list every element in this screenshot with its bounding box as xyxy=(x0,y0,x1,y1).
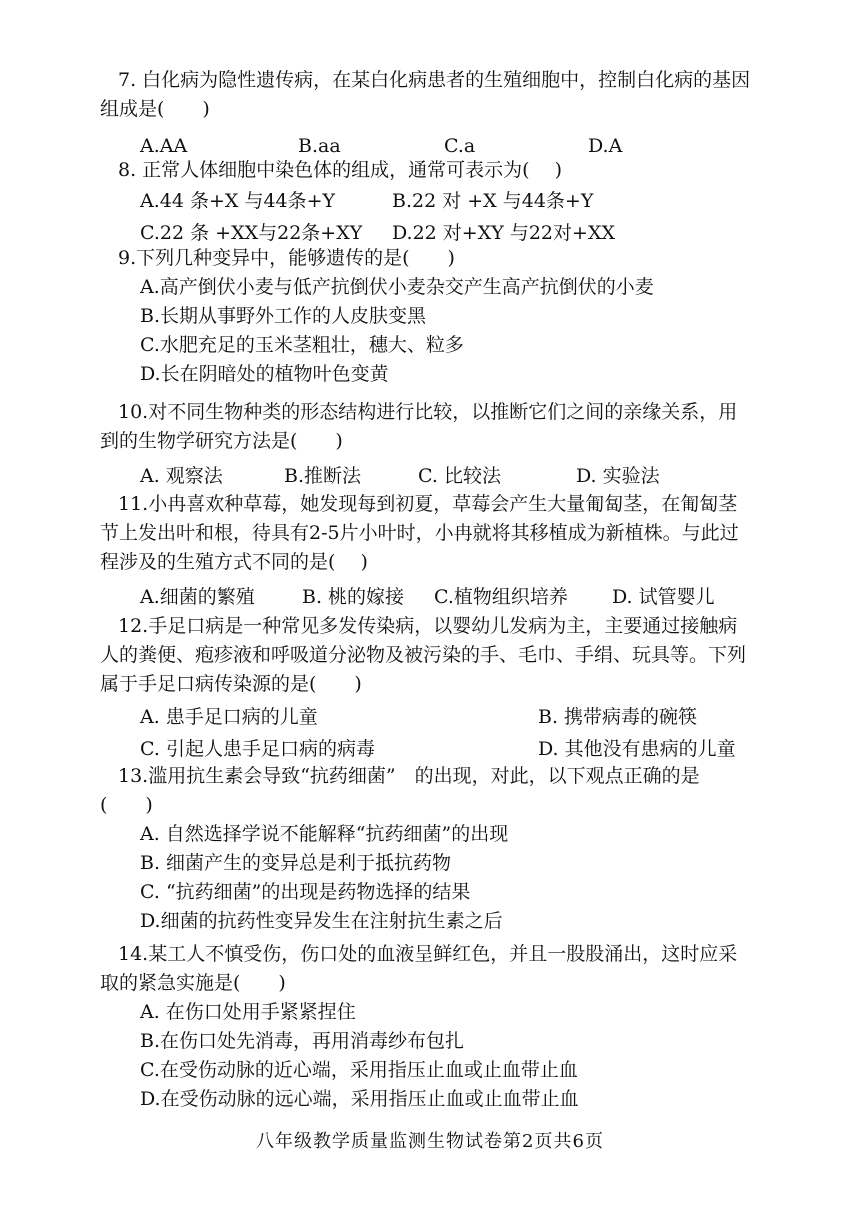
question-11-option-c: C.植物组织培养 xyxy=(434,586,568,608)
question-12-option-c: C. 引起人患手足口病的病毒 xyxy=(140,738,375,760)
question-8-options-row-1 xyxy=(100,185,780,217)
question-8 xyxy=(100,156,780,249)
question-12-stem-line-2: 人的粪便、疱疹液和呼吸道分泌物及被污染的手、毛巾、手绢、玩具等。下列 xyxy=(100,644,747,666)
question-11-option-d: D. 试管婴儿 xyxy=(612,586,715,608)
question-11-stem-line-1: 11.小冉喜欢种草莓，她发现每到初夏，草莓会产生大量匍匐茎，在匍匐茎 xyxy=(118,493,738,515)
question-14-option-c: C.在受伤动脉的近心端，采用指压止血或止血带止血 xyxy=(140,1059,578,1081)
question-12-options-row-1 xyxy=(100,701,780,733)
question-11-option-a: A.细菌的繁殖 xyxy=(140,586,255,608)
question-12-stem-line-3: 属于手足口病传染源的是( ) xyxy=(100,673,362,695)
question-8-option-b: B.22 对 +X 与44条+Y xyxy=(392,190,594,212)
question-10-option-a: A. 观察法 xyxy=(140,465,223,487)
question-7-option-d: D.A xyxy=(588,135,623,157)
question-8-stem-line-1: 8. 正常人体细胞中染色体的组成，通常可表示为( ) xyxy=(118,159,563,181)
question-13-option-a: A. 自然选择学说不能解释“抗药细菌”的出现 xyxy=(140,823,509,845)
question-13-option-c: C. “抗药细菌”的出现是药物选择的结果 xyxy=(140,881,471,903)
question-11-stem-line-2: 节上发出叶和根，待具有2-5片小叶时，小冉就将其移植成为新植株。与此过 xyxy=(100,522,739,544)
question-10 xyxy=(100,398,780,492)
question-10-option-b: B.推断法 xyxy=(284,465,362,487)
question-14-stem-line-2: 取的紧急实施是( ) xyxy=(100,972,286,994)
question-9-option-c: C.水肥充足的玉米茎粗壮，穗大、粒多 xyxy=(140,334,464,356)
question-9-option-b: B.长期从事野外工作的人皮肤变黑 xyxy=(140,305,427,327)
question-14-option-b: B.在伤口处先消毒，再用消毒纱布包扎 xyxy=(140,1030,465,1052)
question-8-option-a: A.44 条+X 与44条+Y xyxy=(140,190,336,212)
question-14 xyxy=(100,940,780,1114)
question-7-option-a: A.AA xyxy=(140,135,188,157)
question-9-option-d: D.长在阴暗处的植物叶色变黄 xyxy=(140,363,389,385)
question-13-stem-line-2: ( ) xyxy=(100,794,153,816)
question-14-option-a: A. 在伤口处用手紧紧捏住 xyxy=(140,1001,356,1023)
question-9-option-a: A.高产倒伏小麦与低产抗倒伏小麦杂交产生高产抗倒伏的小麦 xyxy=(140,276,654,298)
question-13-stem-line-1: 13.滥用抗生素会导致“抗药细菌” 的出现，对此，以下观点正确的是 xyxy=(118,765,700,787)
question-7 xyxy=(100,66,780,162)
question-12-options-row-2 xyxy=(100,733,780,765)
question-8-option-c: C.22 条 +XX与22条+XY xyxy=(140,222,363,244)
question-13-option-b: B. 细菌产生的变异总是利于抵抗药物 xyxy=(140,852,452,874)
question-7-option-b: B.aa xyxy=(298,135,341,157)
question-11-option-b: B. 桃的嫁接 xyxy=(302,586,405,608)
question-13 xyxy=(100,762,780,936)
question-12 xyxy=(100,612,780,765)
page-footer: 八年级教学质量监测生物试卷第2页共6页 xyxy=(256,1131,604,1152)
question-10-option-d: D. 实验法 xyxy=(576,465,660,487)
question-10-stem-line-1: 10.对不同生物种类的形态结构进行比较，以推断它们之间的亲缘关系，用 xyxy=(118,401,738,423)
question-12-option-b: B. 携带病毒的碗筷 xyxy=(538,706,698,728)
question-13-option-d: D.细菌的抗药性变异发生在注射抗生素之后 xyxy=(140,910,503,932)
question-10-options xyxy=(100,460,780,492)
question-10-stem-line-2: 到的生物学研究方法是( ) xyxy=(100,430,343,452)
question-7-option-c: C.a xyxy=(444,135,476,157)
question-10-option-c: C. 比较法 xyxy=(418,465,501,487)
question-14-option-d: D.在受伤动脉的远心端，采用指压止血或止血带止血 xyxy=(140,1088,579,1110)
question-12-option-a: A. 患手足口病的儿童 xyxy=(140,706,318,728)
question-11 xyxy=(100,490,780,613)
question-11-options xyxy=(100,581,780,613)
question-9-stem-line-1: 9.下列几种变异中，能够遗传的是( ) xyxy=(118,247,455,269)
question-9 xyxy=(100,244,780,389)
question-11-stem-line-3: 程涉及的生殖方式不同的是( ) xyxy=(100,551,368,573)
question-12-stem-line-1: 12.手足口病是一种常见多发传染病，以婴幼儿发病为主，主要通过接触病 xyxy=(118,615,738,637)
question-7-stem-line-1: 7. 白化病为隐性遗传病，在某白化病患者的生殖细胞中，控制白化病的基因 xyxy=(118,69,751,91)
question-14-stem-line-1: 14.某工人不慎受伤，伤口处的血液呈鲜红色，并且一股股涌出，这时应采 xyxy=(118,943,738,965)
question-7-stem-line-2: 组成是( ) xyxy=(100,98,210,120)
question-8-option-d: D.22 对+XY 与22对+XX xyxy=(392,222,615,244)
question-12-option-d: D. 其他没有患病的儿童 xyxy=(538,738,736,760)
